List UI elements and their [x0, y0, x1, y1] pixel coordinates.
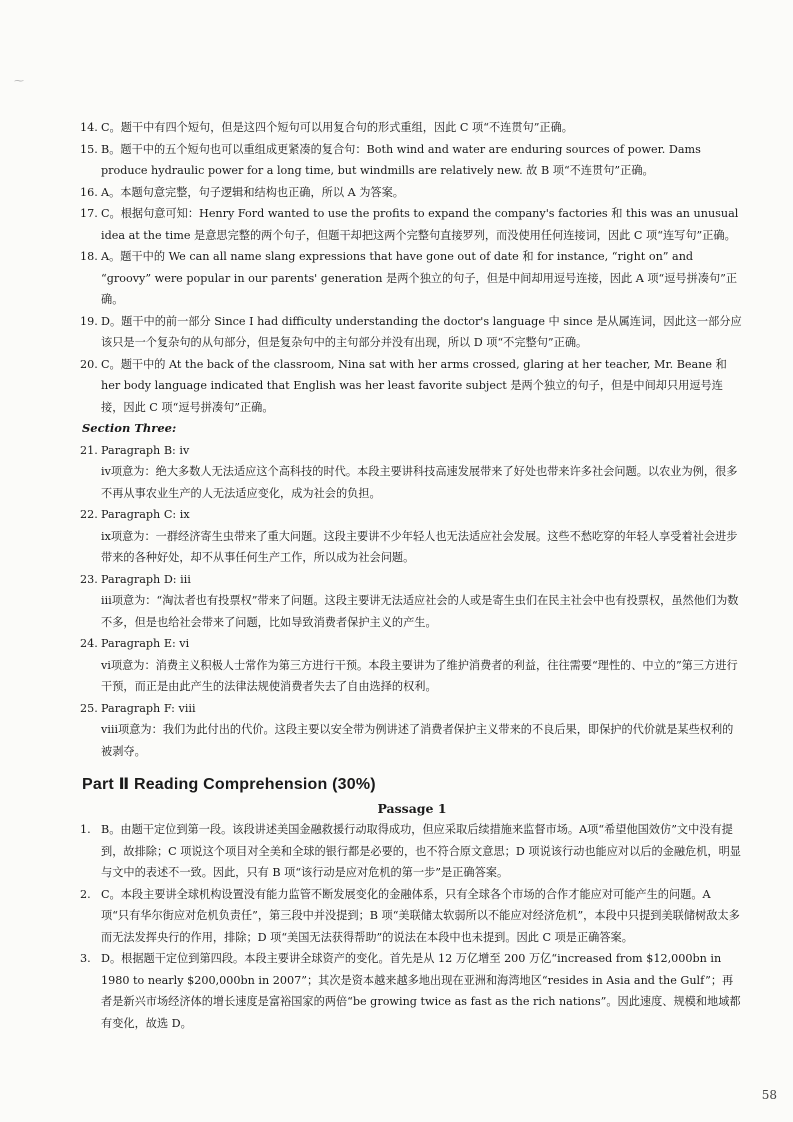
answer-list-passage-one — [82, 819, 742, 1034]
page-content — [82, 117, 742, 1034]
list-item: 21. Paragraph B: ⅳ ⅳ项意为：绝大多数人无法适应这个高科技的时代。本段主要讲科技高速发展带来了好处也带来许多社会问题。以农业为例，很多不再从事农业生产的人无法适应变化，成为社会的负担。 — [82, 440, 742, 505]
list-item: 24. Paragraph E: ⅵ ⅵ项意为：消费主义积极人士常作为第三方进行干预。本段主要讲为了维护消费者的利益，往往需要“理性的、中立的”第三方进行干预，而正是由此产生的法律法规使消费者失去了自由选择的权利。 — [82, 633, 742, 698]
list-item: 25. Paragraph F: ⅷ ⅷ项意为：我们为此付出的代价。这段主要以安全带为例讲述了消费者保护主义带来的不良后果，即保护的代价就是某些权利的被剥夺。 — [82, 698, 742, 763]
answer-list-section-three — [82, 440, 742, 763]
explanation: ⅳ项意为：绝大多数人无法适应这个高科技的时代。本段主要讲科技高速发展带来了好处也带来许多社会问题。以农业为例，很多不再从事农业生产的人无法适应变化，成为社会的负担。 — [101, 465, 738, 500]
passage-heading: Passage 1 — [377, 801, 447, 816]
list-item: 2. C。本段主要讲全球机构设置没有能力监管不断发展变化的金融体系，只有全球各个市场的合作才能应对可能产生的问题。A 项“只有华尔街应对危机负责任”，第三段中并没提到；B 项“美联储太软弱所以不能应对经济危机”，本段中只提到美联储树敌太多而无法发挥央行的作用，排除；D 项“美国无法获得帮助”的说法在本段中也未提到。因此 C 项是正确答案。 — [80, 887, 740, 944]
list-item: 3. D。根据题干定位到第四段。本段主要讲全球资产的变化。首先是从 12 万亿增至 200 万亿“increased from $12,000bn in 1980 to nearly $200,000bn in 2007”；其次是资本越来越多地出现在亚洲和海湾地区“resides in Asia and the Gulf”；再者是新兴市场经济体的增长速度是富裕国家的两倍“be growing twice as fast as the rich nations”。因此速度、规模和地域都有变化，故选 D。 — [80, 952, 741, 1030]
list-item: 23. Paragraph D: ⅲ ⅲ项意为：“淘汰者也有投票权”带来了问题。这段主要讲无法适应社会的人或是寄生虫们在民主社会中也有投票权，虽然他们为数不多，但是也给社会带来了问题，比如导致消费者保护主义的产生。 — [82, 569, 742, 634]
answer-list-section-two — [82, 117, 742, 418]
list-item: 18. A。题干中的 We can all name slang expressions that have gone out of date 和 for instance, “right on” and “groovy” were popular in our parents' generation 是两个独立的句子，但是中间却用逗号连接，因此 A 项“逗号拼凑句”正确。 — [80, 250, 738, 306]
part-two-heading: Part Ⅱ Reading Comprehension (30%) — [82, 776, 376, 793]
section-three-heading: Section Three: — [82, 421, 177, 435]
explanation: ⅲ项意为：“淘汰者也有投票权”带来了问题。这段主要讲无法适应社会的人或是寄生虫们在民主社会中也有投票权，虽然他们为数不多，但是也给社会带来了问题，比如导致消费者保护主义的产生。 — [101, 594, 739, 629]
scan-mark: ⁓ — [14, 76, 24, 87]
list-item: 15. B。题干中的五个短句也可以重组成更紧凑的复合句：Both wind and water are enduring sources of power. Dams produce hydraulic power for a long time, but windmills are relatively new. 故 B 项“不连贯句”正确。 — [80, 142, 701, 177]
list-item: 19. D。题干中的前一部分 Since I had difficulty understanding the doctor's language 中 since 是从属连词，因此这一部分应该只是一个复杂句的从句部分，但是复杂句中的主句部分并没有出现，所以 D 项“不完整句”正确。 — [80, 314, 742, 349]
list-item: 17. C。根据句意可知：Henry Ford wanted to use the profits to expand the company's factories 和 this was an unusual idea at the time 是意思完整的两个句子，但题干却把这两个完整句直接罗列，而没使用任何连接词，因此 C 项“连写句”正确。 — [80, 207, 739, 242]
explanation: ⅷ项意为：我们为此付出的代价。这段主要以安全带为例讲述了消费者保护主义带来的不良后果，即保护的代价就是某些权利的被剥夺。 — [101, 723, 734, 758]
explanation: ⅵ项意为：消费主义积极人士常作为第三方进行干预。本段主要讲为了维护消费者的利益，往往需要“理性的、中立的”第三方进行干预，而正是由此产生的法律法规使消费者失去了自由选择的权利。 — [101, 658, 738, 693]
explanation: ⅸ项意为：一群经济寄生虫带来了重大问题。这段主要讲不少年轻人也无法适应社会发展。这些不愁吃穿的年轻人享受着社会进步带来的各种好处，却不从事任何生产工作，所以成为社会问题。 — [101, 529, 738, 564]
list-item: 1. B。由题干定位到第一段。该段讲述美国金融救援行动取得成功，但应采取后续措施来监督市场。A项“希望他国效仿”文中没有提到，故排除；C 项说这个项目对全美和全球的银行都是必要的，也不符合原文意思；D 项说该行动也能应对以后的金融危机，明显与文中的表述不一致。因此，只有 B 项“该行动是应对危机的第一步”是正确答案。 — [80, 823, 741, 879]
list-item: 22. Paragraph C: ⅸ ⅸ项意为：一群经济寄生虫带来了重大问题。这段主要讲不少年轻人也无法适应社会发展。这些不愁吃穿的年轻人享受着社会进步带来的各种好处，却不从事任何生产工作，所以成为社会问题。 — [82, 504, 742, 569]
list-item: 14. C。题干中有四个短句，但是这四个短句可以用复合句的形式重组，因此 C 项“不连贯句”正确。 — [80, 121, 573, 134]
list-item: 16. A。本题句意完整，句子逻辑和结构也正确，所以 A 为答案。 — [80, 185, 404, 199]
page-number: 58 — [761, 1088, 777, 1102]
list-item: 20. C。题干中的 At the back of the classroom, Nina sat with her arms crossed, glaring at her teacher, Mr. Beane 和 her body language indicated that English was her least favorite subject 是两个独立的句子，但是中间却只用逗号连接，因此 C 项“逗号拼凑句”正确。 — [80, 357, 727, 414]
